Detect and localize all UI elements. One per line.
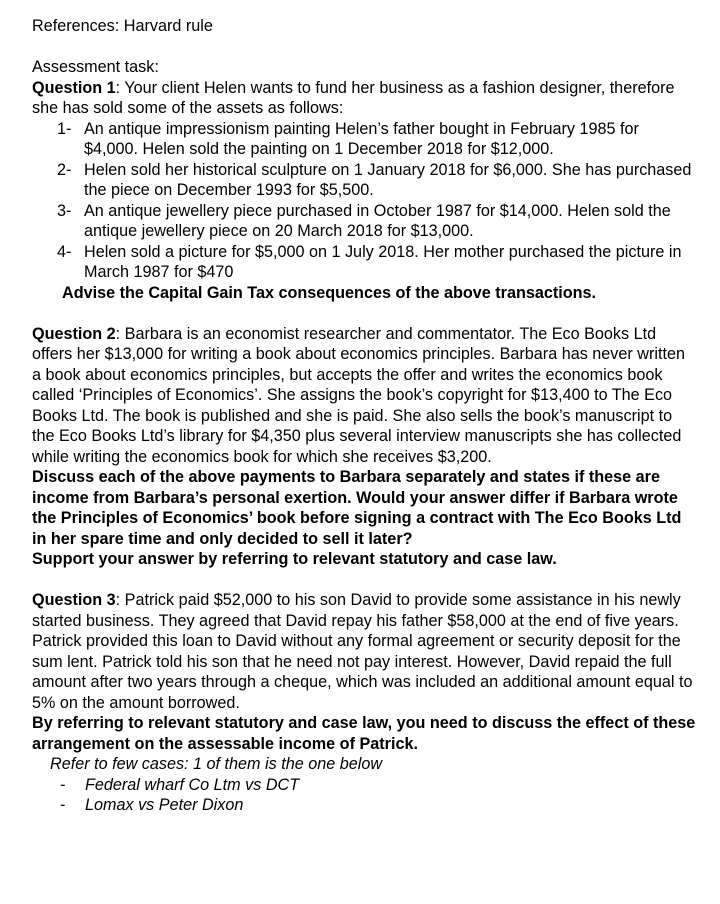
list-item-number: 3- — [57, 201, 72, 220]
question-2-task: Discuss each of the above payments to Barbara separately and states if these are income from Barbara’s personal exertion. Would your answer differ if Barbara wrote the Principles of Economics’ book before signing a contract with The Eco Books Ltd in her spare time and only decided to sell it later? — [32, 468, 682, 548]
question-3-body — [32, 590, 697, 713]
question-1-advise: Advise the Capital Gain Tax consequences of the above transactions. — [62, 283, 597, 302]
list-item-text: An antique jewellery piece purchased in October 1987 for $14,000. Helen sold the antique jewellery piece on 20 March 2018 for $13,000. — [84, 201, 671, 240]
list-item-text: Helen sold a picture for $5,000 on 1 July 2018. Her mother purchased the picture in March 1987 for $470 — [84, 242, 682, 281]
list-item-text: Helen sold her historical sculpture on 1 January 2018 for $6,000. She has purchased the piece on December 1993 for $5,500. — [84, 160, 692, 199]
list-item-number: 1- — [57, 119, 72, 138]
question-1-intro-text: : Your client Helen wants to fund her business as a fashion designer, therefore she has sold some of the assets as follows: — [32, 78, 675, 117]
spacer — [32, 37, 697, 58]
list-item — [50, 775, 697, 796]
spacer — [32, 303, 697, 324]
references-heading: References: Harvard rule — [32, 17, 213, 35]
question-3-body-text: : Patrick paid $52,000 to his son David to provide some assistance in his newly started business. They agreed that David repay his father $58,000 at the end of five years. Patrick provided this loan to David without any formal agreement or security deposit for the sum lent. Patrick told his son that he need not pay interest. However, David repaid the full amount after two years through a cheque, which was included an additional amount equal to 5% on the amount borrowed. — [32, 591, 693, 712]
list-item-dash: - — [60, 775, 66, 794]
question-2-body — [32, 324, 697, 468]
question-2-support: Support your answer by referring to relevant statutory and case law. — [32, 550, 557, 568]
list-item — [50, 795, 697, 816]
spacer — [32, 570, 697, 591]
list-item — [32, 242, 697, 283]
assessment-task-label: Assessment task: — [32, 58, 159, 76]
list-item — [32, 119, 697, 160]
question-3-label: Question 3 — [32, 591, 116, 609]
refer-cases-lead: Refer to few cases: 1 of them is the one below — [50, 755, 383, 773]
list-item — [32, 201, 697, 242]
question-2-label: Question 2 — [32, 324, 116, 343]
list-item-number: 4- — [57, 242, 72, 261]
list-item — [32, 160, 697, 201]
question-3-case-references — [32, 754, 697, 816]
question-1-asset-list — [32, 119, 697, 283]
case-name: Federal wharf Co Ltm vs DCT — [85, 775, 300, 794]
document-page — [32, 16, 697, 816]
list-item-dash: - — [60, 796, 66, 814]
list-item-text: An antique impressionism painting Helen’s father bought in February 1985 for $4,000. Helen sold the painting on 1 December 2018 for $12,000. — [84, 119, 639, 158]
question-1-intro — [32, 78, 697, 119]
case-name: Lomax vs Peter Dixon — [85, 796, 244, 814]
question-2-body-text: : Barbara is an economist researcher and commentator. The Eco Books Ltd offers her $13,000 for writing a book about economics principles. Barbara has never written a book about economics principles, but accepts the offer and writes the economics book called ‘Principles of Economics’. She assigns the book’s copyright for $13,400 to The Eco Books Ltd. The book is published and she is paid. She also sells the book’s manuscript to the Eco Books Ltd’s library for $4,350 plus several interview manuscripts she has collected while writing the economics book for which she receives $3,200. — [32, 324, 685, 466]
list-item-number: 2- — [57, 160, 72, 179]
question-1-label: Question 1 — [32, 78, 116, 97]
question-3-task: By referring to relevant statutory and case law, you need to discuss the effect of these arrangement on the assessable income of Patrick. — [32, 714, 696, 753]
